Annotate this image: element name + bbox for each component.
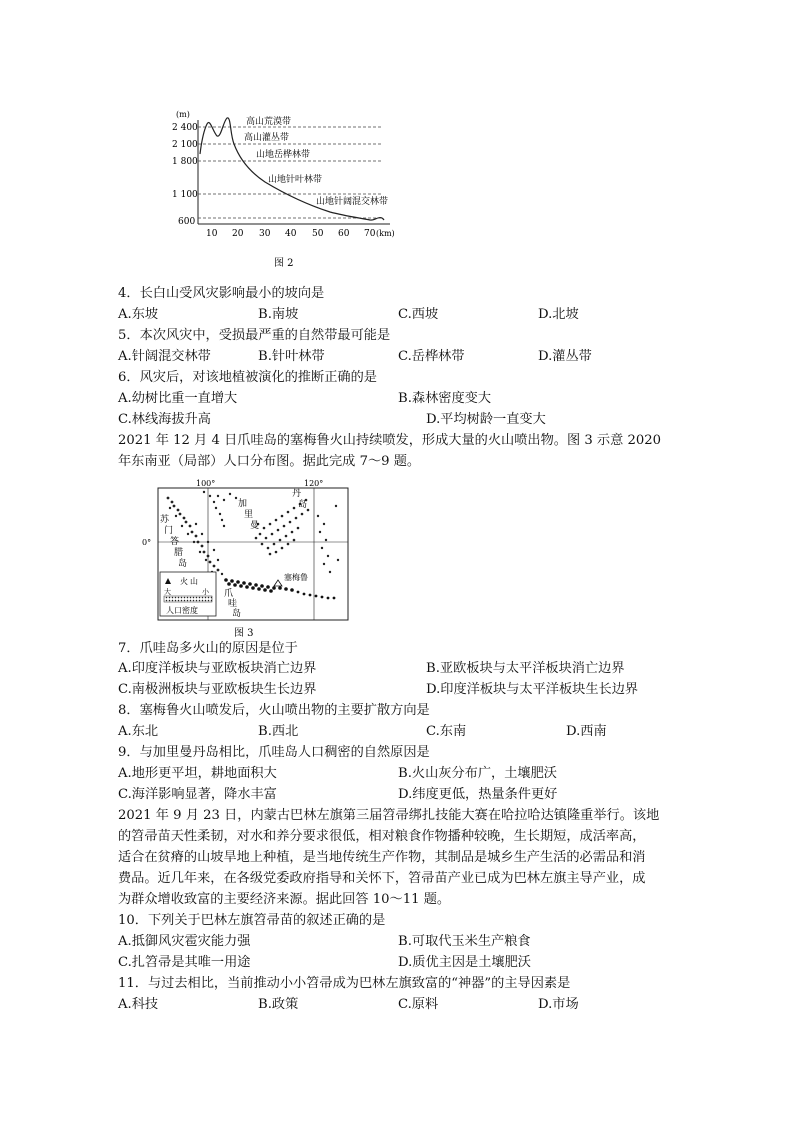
q11-option-d: D.市场 — [538, 997, 579, 1012]
q5-option-b: B.针叶林带 — [258, 349, 325, 364]
label-jia: 加 — [238, 499, 248, 509]
y-tick-1100: 1 100 — [172, 190, 198, 200]
q11-option-b: B.政策 — [258, 997, 299, 1012]
question-9-stem: 9．与加里曼丹岛相比，爪哇岛人口稠密的自然原因是 — [118, 745, 430, 760]
figure-3 — [138, 476, 358, 641]
label-dao-2: 岛 — [298, 500, 308, 510]
figure-2-caption: 图 2 — [274, 258, 294, 269]
y-tick-2400: 2 400 — [172, 123, 198, 133]
elevation-profile-chart — [170, 108, 410, 273]
question-11-stem: 11．与过去相比，当前推动小小笤帚成为巴林左旗致富的“神器”的主导因素是 — [118, 976, 571, 991]
zone-label-alpine-shrub: 高山灌丛带 — [244, 133, 290, 143]
figure-2 — [170, 108, 410, 273]
figure-3-caption: 图 3 — [234, 628, 254, 639]
population-map — [138, 476, 358, 641]
q7-option-b: B.亚欧板块与太平洋板块消亡边界 — [426, 661, 625, 676]
label-su: 苏 — [160, 515, 170, 525]
y-unit: (m) — [176, 110, 190, 119]
zone-label-birch-forest: 山地岳桦林带 — [256, 150, 311, 160]
x-tick-20: 20 — [232, 229, 244, 239]
label-li: 里 — [244, 510, 254, 520]
q9-option-a: A.地形更平坦，耕地面积大 — [118, 766, 277, 781]
q6-option-a: A.幼树比重一直增大 — [118, 391, 238, 406]
q5-option-d: D.灌丛带 — [538, 349, 592, 364]
q8-option-d: D.西南 — [566, 724, 607, 739]
x-tick-40: 40 — [285, 229, 297, 239]
intro-10-11-line-1: 2021 年 9 月 23 日，内蒙古巴林左旗第三届笤帚绑扎技能大赛在哈拉哈达镇隆重举行。该地 — [118, 808, 660, 823]
q9-option-c: C.海洋影响显著，降水丰富 — [118, 787, 277, 802]
q7-option-a: A.印度洋板块与亚欧板块消亡边界 — [118, 661, 317, 676]
y-tick-600: 600 — [178, 217, 196, 227]
label-semeru: 塞梅鲁 — [284, 573, 308, 582]
q10-option-c: C.扎笤帚是其唯一用途 — [118, 955, 251, 970]
q11-option-c: C.原料 — [398, 997, 439, 1012]
label-dao-3: 岛 — [232, 609, 242, 619]
q7-option-c: C.南极洲板块与亚欧板块生长边界 — [118, 682, 317, 697]
x-unit: (km) — [376, 229, 395, 238]
q8-option-c: C.东南 — [426, 724, 467, 739]
lat-label-0: 0° — [142, 538, 152, 547]
q10-option-d: D.质优主因是土壤肥沃 — [398, 955, 531, 970]
label-dan: 丹 — [292, 489, 302, 499]
q10-option-b: B.可取代玉米生产粮食 — [398, 934, 531, 949]
q7-option-d: D.印度洋板块与太平洋板块生长边界 — [426, 682, 639, 697]
q4-option-b: B.南坡 — [258, 307, 299, 322]
q5-option-c: C.岳桦林带 — [398, 349, 465, 364]
label-men: 门 — [164, 526, 174, 536]
q11-option-a: A.科技 — [118, 997, 159, 1012]
question-7-stem: 7．爪哇岛多火山的原因是位于 — [118, 641, 298, 656]
question-5-stem: 5．本次风灾中，受损最严重的自然带最可能是 — [118, 328, 391, 343]
label-wa: 哇 — [228, 599, 238, 609]
x-tick-10: 10 — [206, 229, 218, 239]
q10-option-a: A.抵御风灾雹灾能力强 — [118, 934, 251, 949]
q6-option-b: B.森林密度变大 — [398, 391, 492, 406]
label-zhua: 爪 — [224, 589, 234, 599]
question-4-stem: 4．长白山受风灾影响最小的坡向是 — [118, 286, 325, 301]
question-8-stem: 8．塞梅鲁火山喷发后，火山喷出物的主要扩散方向是 — [118, 703, 430, 718]
label-dao-1: 岛 — [178, 559, 188, 569]
question-10-stem: 10．下列关于巴林左旗笤帚苗的叙述正确的是 — [118, 913, 386, 928]
x-tick-60: 60 — [338, 229, 350, 239]
intro-10-11-line-2: 的笤帚苗天性柔韧，对水和养分要求很低，相对粮食作物播种较晚，生长期短，成活率高， — [118, 829, 646, 844]
q9-option-b: B.火山灰分布广，土壤肥沃 — [398, 766, 557, 781]
lon-label-100: 100° — [196, 479, 216, 488]
zone-label-conifer-forest: 山地针叶林带 — [268, 175, 323, 185]
intro-7-9-line-1: 2021 年 12 月 4 日爪哇岛的塞梅鲁火山持续喷发，形成大量的火山喷出物。图 3 示意 2020 — [118, 433, 662, 448]
label-la: 腊 — [174, 548, 184, 558]
q4-option-d: D.北坡 — [538, 307, 579, 322]
intro-7-9-line-2: 年东南亚（局部）人口分布图。据此完成 7～9 题。 — [118, 454, 421, 469]
q5-option-a: A.针阔混交林带 — [118, 349, 211, 364]
q9-option-d: D.纬度更低，热量条件更好 — [398, 787, 558, 802]
legend-volcano-2: 山 — [190, 577, 198, 586]
label-da: 答 — [170, 537, 180, 547]
y-tick-2100: 2 100 — [172, 140, 198, 150]
lon-label-120: 120° — [304, 479, 324, 488]
question-6-stem: 6．风灾后，对该地植被演化的推断正确的是 — [118, 370, 377, 385]
q8-option-b: B.西北 — [258, 724, 299, 739]
y-tick-1800: 1 800 — [172, 157, 198, 167]
intro-10-11-line-3: 适合在贫瘠的山坡旱地上种植，是当地传统生产作物，其制品是城乡生产生活的必需品和消 — [118, 850, 646, 865]
q6-option-d: D.平均树龄一直变大 — [426, 412, 546, 427]
zone-label-mixed-forest: 山地针阔混交林带 — [316, 197, 389, 207]
zone-label-alpine-desert: 高山荒漠带 — [246, 117, 292, 127]
x-tick-70: 70 — [364, 229, 376, 239]
q6-option-c: C.林线海拔升高 — [118, 412, 211, 427]
legend-small: 小 — [202, 588, 209, 596]
q4-option-c: C.西坡 — [398, 307, 439, 322]
intro-10-11-line-4: 费品。近几年来，在各级党委政府指导和关怀下，笤帚苗产业已成为巴林左旗主导产业，成 — [118, 871, 646, 886]
label-man: 曼 — [250, 521, 260, 531]
legend-density: 人口密度 — [166, 606, 198, 615]
legend-volcano-1: 火 — [180, 577, 188, 586]
intro-10-11-line-5: 为群众增收致富的主要经济来源。据此回答 10～11 题。 — [118, 892, 451, 907]
x-tick-50: 50 — [312, 229, 324, 239]
x-tick-30: 30 — [259, 229, 271, 239]
q8-option-a: A.东北 — [118, 724, 159, 739]
q4-option-a: A.东坡 — [118, 307, 159, 322]
legend-big: 大 — [164, 588, 171, 596]
